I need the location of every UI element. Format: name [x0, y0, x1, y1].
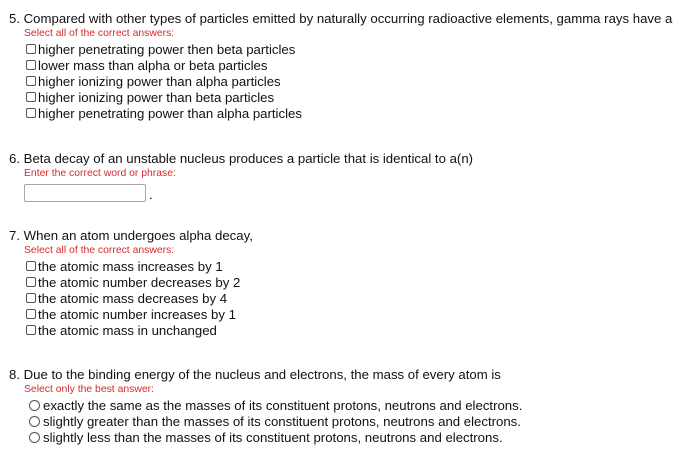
- q5-option-3-label: higher ionizing power than alpha particles: [38, 73, 281, 89]
- q7-option-3-label: the atomic mass decreases by 4: [38, 290, 228, 306]
- q5-option-3[interactable]: [26, 73, 700, 89]
- q8-option-3-radio[interactable]: [29, 432, 40, 443]
- question-7-text: 7. When an atom undergoes alpha decay,: [9, 228, 253, 243]
- question-6-answer-row: [24, 184, 700, 202]
- question-6: [9, 151, 700, 202]
- question-5-hint: Select all of the correct answers:: [24, 28, 175, 39]
- q5-option-3-checkbox[interactable]: [26, 76, 36, 86]
- q5-option-1-label: higher penetrating power then beta particles: [38, 41, 296, 57]
- q8-option-2[interactable]: [29, 413, 700, 429]
- q7-option-1[interactable]: [26, 258, 700, 274]
- question-5: [9, 11, 700, 121]
- q7-option-1-label: the atomic mass increases by 1: [38, 258, 223, 274]
- q8-option-2-label: slightly greater than the masses of its constituent protons, neutrons and electrons.: [43, 413, 521, 429]
- question-8-hint: Select only the best answer:: [24, 384, 154, 395]
- q5-option-5[interactable]: [26, 105, 700, 121]
- q7-option-4-checkbox[interactable]: [26, 309, 36, 319]
- question-8: [9, 367, 700, 445]
- question-7: [9, 228, 700, 338]
- question-7-options: [26, 258, 700, 338]
- q5-option-2-label: lower mass than alpha or beta particles: [38, 57, 268, 73]
- q7-option-5-checkbox[interactable]: [26, 325, 36, 335]
- q7-option-2-checkbox[interactable]: [26, 277, 36, 287]
- q7-option-2-label: the atomic number decreases by 2: [38, 274, 241, 290]
- q7-option-3-checkbox[interactable]: [26, 293, 36, 303]
- q7-option-1-checkbox[interactable]: [26, 261, 36, 271]
- q8-option-1-label: exactly the same as the masses of its constituent protons, neutrons and electrons.: [43, 397, 523, 413]
- question-8-text: 8. Due to the binding energy of the nucleus and electrons, the mass of every atom is: [9, 367, 501, 382]
- q8-option-3-label: slightly less than the masses of its constituent protons, neutrons and electrons.: [43, 429, 503, 445]
- q7-option-5-label: the atomic mass in unchanged: [38, 322, 217, 338]
- question-6-text: 6. Beta decay of an unstable nucleus produces a particle that is identical to a(n): [9, 151, 474, 166]
- q5-option-1[interactable]: [26, 41, 700, 57]
- q8-option-1[interactable]: [29, 397, 700, 413]
- q5-option-1-checkbox[interactable]: [26, 44, 36, 54]
- q5-option-5-checkbox[interactable]: [26, 108, 36, 118]
- q5-option-4[interactable]: [26, 89, 700, 105]
- q7-option-4-label: the atomic number increases by 1: [38, 306, 236, 322]
- q5-option-5-label: higher penetrating power than alpha particles: [38, 105, 302, 121]
- q8-option-1-radio[interactable]: [29, 400, 40, 411]
- q8-option-3[interactable]: [29, 429, 700, 445]
- q8-option-2-radio[interactable]: [29, 416, 40, 427]
- q7-option-4[interactable]: [26, 306, 700, 322]
- question-8-options: [29, 397, 700, 445]
- q7-option-5[interactable]: [26, 322, 700, 338]
- q5-option-4-checkbox[interactable]: [26, 92, 36, 102]
- q5-option-2-checkbox[interactable]: [26, 60, 36, 70]
- question-6-period: .: [149, 187, 153, 202]
- question-6-hint: Enter the correct word or phrase:: [24, 168, 176, 179]
- question-5-text: 5. Compared with other types of particles emitted by naturally occurring radioactive elements, gamma rays have a: [9, 11, 673, 26]
- question-7-hint: Select all of the correct answers:: [24, 245, 175, 256]
- q7-option-3[interactable]: [26, 290, 700, 306]
- question-5-options: [26, 41, 700, 121]
- q7-option-2[interactable]: [26, 274, 700, 290]
- q5-option-2[interactable]: [26, 57, 700, 73]
- q5-option-4-label: higher ionizing power than beta particles: [38, 89, 275, 105]
- question-6-answer-input[interactable]: [24, 184, 146, 202]
